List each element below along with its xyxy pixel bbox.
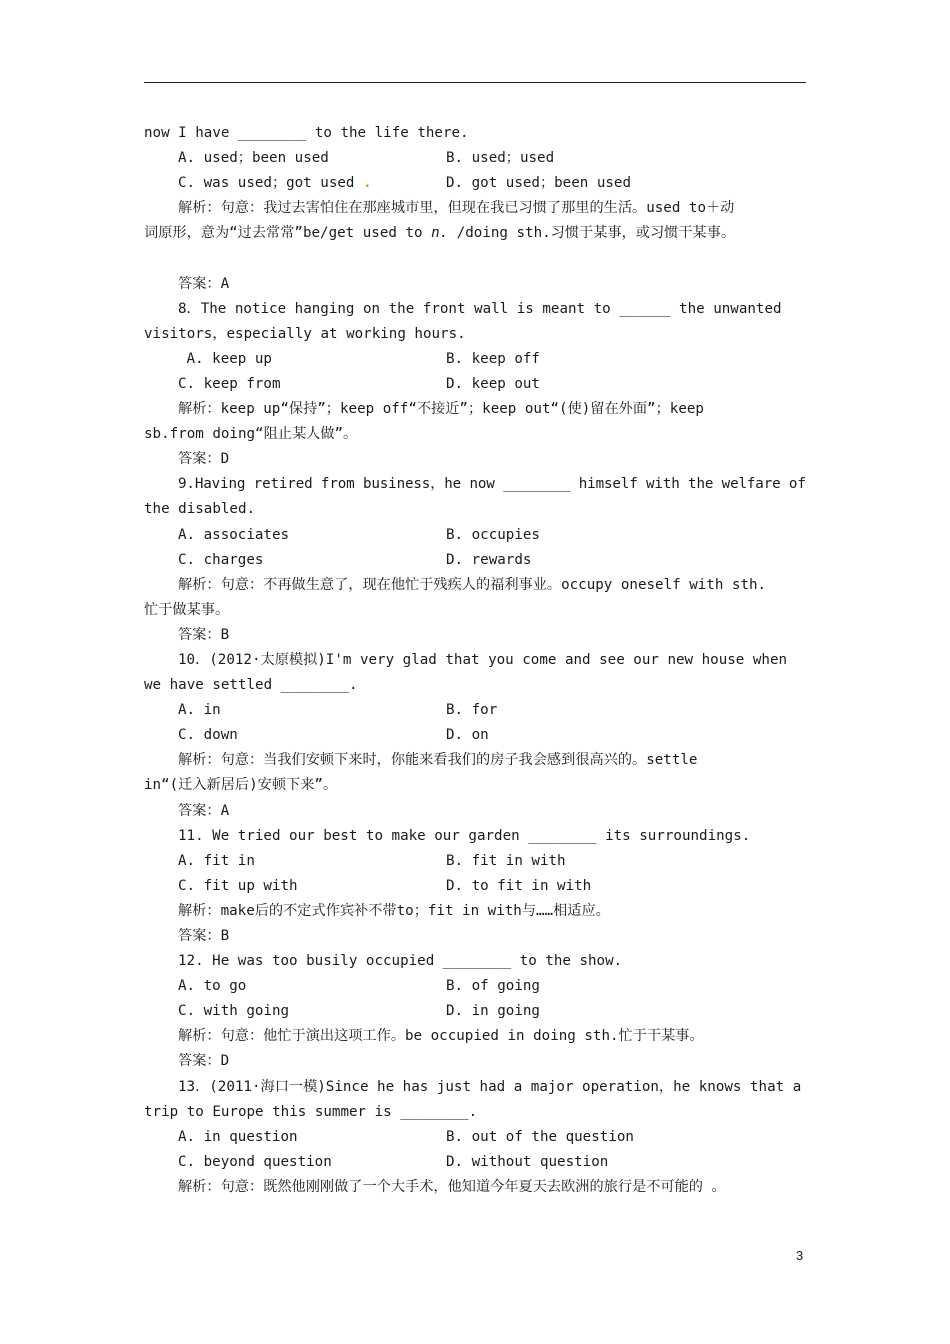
q8-options-row-1 xyxy=(144,347,806,372)
q9-stem-1: 9.Having retired from business，he now ________ himself with the welfare of xyxy=(178,476,806,493)
q8-explanation-1: 解析：keep up“保持”；keep off“不接近”；keep out“(使)留在外面”；keep xyxy=(178,401,704,418)
q7-options-row-1 xyxy=(144,146,806,171)
q12-explanation-1: 解析：句意：他忙于演出这项工作。be occupied in doing sth.忙于干某事。 xyxy=(178,1028,704,1045)
q10-explanation-1: 解析：句意：当我们安顿下来时，你能来看我们的房子我会感到很高兴的。settle xyxy=(178,752,698,769)
q13-options-row-2 xyxy=(144,1150,806,1175)
q11-option-d: D. to fit in with xyxy=(446,877,592,894)
q12-answer: 答案：D xyxy=(178,1053,230,1070)
q9-options-row-1 xyxy=(144,523,806,548)
q11-options-row-1 xyxy=(144,849,806,874)
q10-options-row-1 xyxy=(144,698,806,723)
q8-option-a: A. keep up xyxy=(178,350,272,367)
q8-option-d: D. keep out xyxy=(446,375,540,392)
q10-option-c: C. down xyxy=(178,727,238,744)
q13-option-d: D. without question xyxy=(446,1153,609,1170)
q7-options-row-2 xyxy=(144,171,806,196)
q13-explanation-1: 解析：句意：既然他刚刚做了一个大手术，他知道今年夏天去欧洲的旅行是不可能的 。 xyxy=(178,1178,726,1195)
q9-options-row-2 xyxy=(144,548,806,573)
q7-answer: 答案：A xyxy=(178,275,230,292)
q7-option-d: D. got used；been used xyxy=(446,175,632,192)
q12-stem-1: 12. He was too busily occupied ________ to the show. xyxy=(178,953,623,970)
spacer xyxy=(144,246,806,271)
q10-explanation-2: in“(迁入新居后)安顿下来”。 xyxy=(144,777,338,794)
q13-stem-1: 13．(2011·海口一模)Since he has just had a major operation，he knows that a xyxy=(178,1078,802,1095)
q9-option-d: D. rewards xyxy=(446,551,532,568)
document-body xyxy=(144,121,806,1200)
q12-option-a: A. to go xyxy=(178,978,247,995)
q7-explanation-2: 词原形，意为“过去常常”be/get used to n. /doing sth.习惯于某事，或习惯干某事。 xyxy=(144,225,736,242)
q13-options-row-1 xyxy=(144,1125,806,1150)
q9-explanation-2: 忙于做某事。 xyxy=(144,601,230,618)
q12-options-row-1 xyxy=(144,974,806,999)
q7-option-a: A. used；been used xyxy=(178,150,329,167)
q8-option-b: B. keep off xyxy=(446,350,540,367)
q10-option-b: B. for xyxy=(446,702,498,719)
q11-option-c: C. fit up with xyxy=(178,877,298,894)
q7-option-c: C. was used；got used . xyxy=(178,175,372,192)
q13-option-c: C. beyond question xyxy=(178,1153,332,1170)
q10-option-a: A. in xyxy=(178,702,221,719)
q9-stem-2: the disabled. xyxy=(144,501,256,518)
q8-stem-1: 8．The notice hanging on the front wall is meant to ______ the unwanted xyxy=(178,300,782,317)
q7-option-b: B. used；used xyxy=(446,150,555,167)
q13-option-b: B. out of the question xyxy=(446,1128,634,1145)
q11-explanation-1: 解析：make后的不定式作宾补不带to；fit in with与……相适应。 xyxy=(178,902,610,919)
q13-option-a: A. in question xyxy=(178,1128,298,1145)
q11-option-a: A. fit in xyxy=(178,852,255,869)
q11-answer: 答案：B xyxy=(178,928,230,944)
q7-stem-tail: now I have ________ to the life there. xyxy=(144,125,469,141)
q10-option-d: D. on xyxy=(446,727,489,744)
q11-stem-1: 11. We tried our best to make our garden ________ its surroundings. xyxy=(178,827,751,844)
q9-option-b: B. occupies xyxy=(446,526,540,543)
q9-option-c: C. charges xyxy=(178,551,264,568)
q13-stem-2: trip to Europe this summer is ________. xyxy=(144,1103,478,1120)
q8-stem-2: visitors，especially at working hours. xyxy=(144,325,466,342)
q10-options-row-2 xyxy=(144,723,806,748)
q11-options-row-2 xyxy=(144,874,806,899)
q9-option-a: A. associates xyxy=(178,526,290,543)
q12-options-row-2 xyxy=(144,999,806,1024)
q10-stem-1: 10．(2012·太原模拟)I'm very glad that you come and see our new house when xyxy=(178,651,788,668)
q9-answer: 答案：B xyxy=(178,626,230,643)
page-number: 3 xyxy=(796,1248,804,1263)
q11-option-b: B. fit in with xyxy=(446,852,566,869)
marker-dot: . xyxy=(354,175,372,192)
q9-explanation-1: 解析：句意：不再做生意了，现在他忙于残疾人的福利事业。occupy oneself with sth. xyxy=(178,576,767,593)
q10-answer: 答案：A xyxy=(178,802,230,819)
q12-option-c: C. with going xyxy=(178,1003,290,1020)
q10-stem-2: we have settled ________. xyxy=(144,677,358,694)
q7-explanation-1: 解析：句意：我过去害怕住在那座城市里，但现在我已习惯了那里的生活。used to＋动 xyxy=(178,200,735,217)
q8-option-c: C. keep from xyxy=(178,375,281,392)
q12-option-d: D. in going xyxy=(446,1003,540,1020)
q12-option-b: B. of going xyxy=(446,978,540,995)
q8-answer: 答案：D xyxy=(178,451,230,468)
header-rule xyxy=(144,82,806,83)
q8-options-row-2 xyxy=(144,372,806,397)
q8-explanation-2: sb.from doing“阻止某人做”。 xyxy=(144,426,358,443)
